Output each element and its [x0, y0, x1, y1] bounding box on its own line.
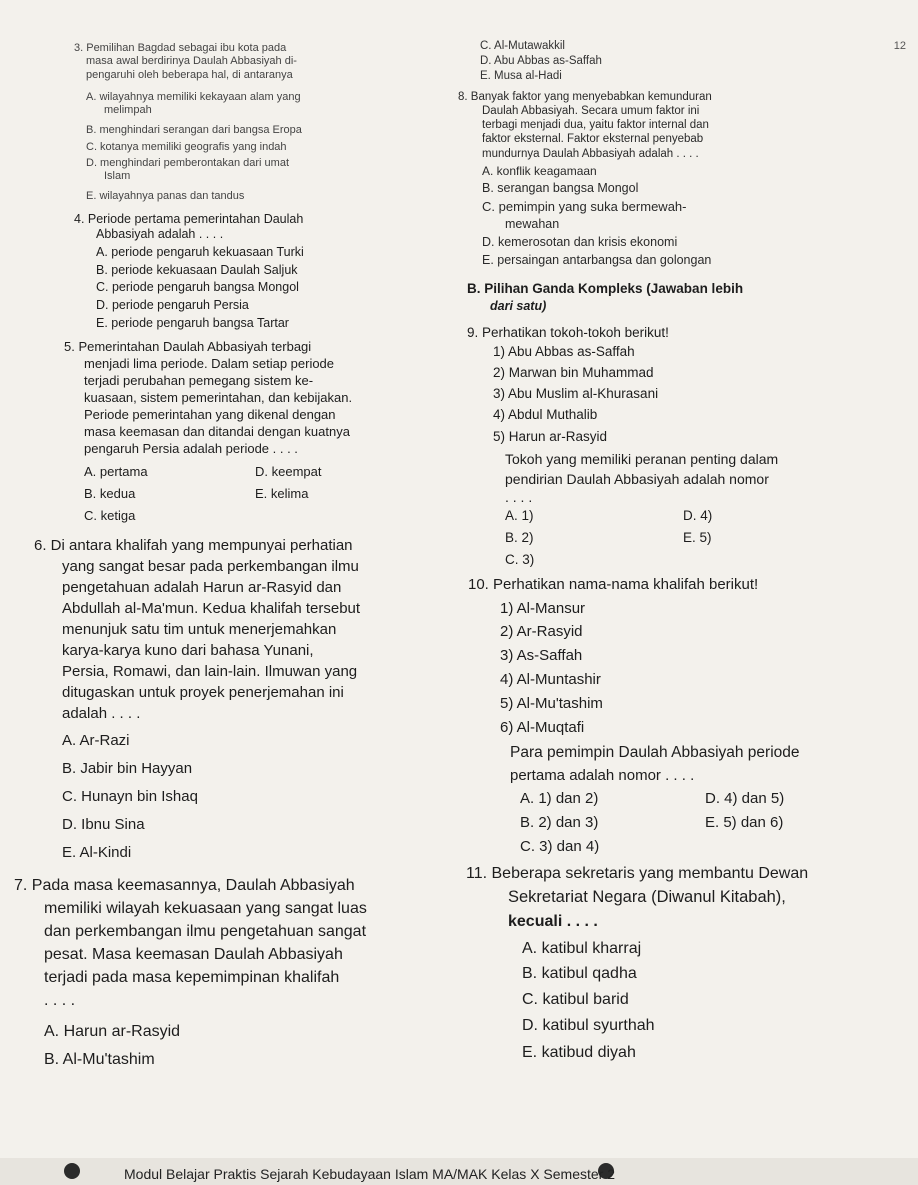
q11-option-b[interactable]: B. katibul qadha: [522, 965, 637, 982]
q11-option-a[interactable]: A. katibul kharraj: [522, 940, 642, 957]
q9-prompt-line: Tokoh yang memiliki peranan penting dalam: [505, 451, 779, 467]
q10-option-d[interactable]: D. 4) dan 5): [705, 790, 785, 807]
q3-option-a-cont: melimpah: [104, 104, 152, 116]
q3-option-e-alt[interactable]: E. Musa al-Hadi: [480, 70, 562, 82]
page-number: 12: [893, 40, 906, 52]
q3-option-d-cont: Islam: [104, 170, 131, 182]
q8-stem-line: mundurnya Daulah Abbasiyah adalah . . . .: [482, 148, 699, 160]
q11-stem-line: 11. Beberapa sekretaris yang membantu Dewan: [466, 865, 809, 882]
q6-option-c[interactable]: C. Hunayn bin Ishaq: [62, 788, 198, 805]
q10-item: 6) Al-Muqtafi: [500, 719, 585, 736]
q9-item: 4) Abdul Muthalib: [493, 407, 598, 422]
q8-option-a[interactable]: A. konflik keagamaan: [482, 164, 597, 178]
q9-item: 2) Marwan bin Muhammad: [493, 365, 654, 380]
q9-option-d[interactable]: D. 4): [683, 508, 713, 523]
q7-option-a[interactable]: A. Harun ar-Rasyid: [44, 1023, 181, 1040]
q5-stem-line: menjadi lima periode. Dalam setiap periode: [84, 356, 335, 371]
q6-stem-line: Persia, Romawi, dan lain-lain. Ilmuwan yang: [62, 663, 358, 680]
q5-stem-line: masa keemasan dan ditandai dengan kuatnya: [84, 424, 350, 439]
q3-option-c-alt[interactable]: C. Al-Mutawakkil: [480, 40, 565, 52]
q10-option-c[interactable]: C. 3) dan 4): [520, 838, 600, 855]
q7-stem-line: dan perkembangan ilmu pengetahuan sangat: [44, 923, 367, 940]
q5-stem-line: pengaruh Persia adalah periode . . . .: [84, 441, 298, 456]
q8-option-d[interactable]: D. kemerosotan dan krisis ekonomi: [482, 235, 678, 249]
q10-option-a[interactable]: A. 1) dan 2): [520, 790, 599, 807]
q4-option-b[interactable]: B. periode kekuasaan Daulah Saljuk: [96, 263, 298, 277]
q9-option-c[interactable]: C. 3): [505, 552, 535, 567]
q9-stem: 9. Perhatikan tokoh-tokoh berikut!: [467, 325, 669, 340]
q7-stem-line: memiliki wilayah kekuasaan yang sangat luas: [44, 900, 367, 917]
q10-item: 1) Al-Mansur: [500, 600, 586, 617]
section-b-subtitle: dari satu): [490, 299, 547, 313]
q8-option-e[interactable]: E. persaingan antarbangsa dan golongan: [482, 253, 712, 267]
q10-option-b[interactable]: B. 2) dan 3): [520, 814, 599, 831]
q8-option-b[interactable]: B. serangan bangsa Mongol: [482, 181, 639, 195]
q5-option-e[interactable]: E. kelima: [255, 486, 309, 501]
q9-prompt-line: pendirian Daulah Abbasiyah adalah nomor: [505, 471, 769, 487]
q7-stem-line: . . . .: [44, 992, 76, 1009]
q5-option-b[interactable]: B. kedua: [84, 486, 136, 501]
q3-option-b[interactable]: B. menghindari serangan dari bangsa Eropa: [86, 124, 302, 136]
q7-option-b[interactable]: B. Al-Mu'tashim: [44, 1051, 155, 1068]
q3-stem-line: pengaruhi oleh beberapa hal, di antaranya: [86, 69, 293, 81]
q5-option-c[interactable]: C. ketiga: [84, 508, 136, 523]
q4-stem-line: 4. Periode pertama pemerintahan Daulah: [74, 212, 304, 226]
q7-stem-line: 7. Pada masa keemasannya, Daulah Abbasiyah: [14, 877, 355, 894]
q6-stem-line: ditugaskan untuk proyek penerjemahan ini: [62, 684, 344, 701]
q5-stem-line: kuasaan, sistem pemerintahan, dan kebijakan.: [84, 390, 353, 405]
section-b-title: B. Pilihan Ganda Kompleks (Jawaban lebih: [467, 281, 744, 296]
q11-option-d[interactable]: D. katibul syurthah: [522, 1017, 655, 1034]
q4-option-e[interactable]: E. periode pengaruh bangsa Tartar: [96, 316, 289, 330]
q10-item: 5) Al-Mu'tashim: [500, 695, 603, 712]
q11-stem-line: kecuali . . . .: [508, 913, 598, 930]
q8-option-c-cont: mewahan: [505, 217, 560, 231]
q10-item: 2) Ar-Rasyid: [500, 623, 583, 640]
q8-stem-line: 8. Banyak faktor yang menyebabkan kemunduran: [458, 91, 712, 103]
q8-stem-line: faktor eksternal. Faktor eksternal penyebab: [482, 133, 704, 145]
q3-option-c[interactable]: C. kotanya memiliki geografis yang indah: [86, 141, 287, 153]
footer-circle-icon: [64, 1163, 80, 1179]
q6-stem-line: 6. Di antara khalifah yang mempunyai perhatian: [34, 537, 353, 554]
q5-stem-line: Periode pemerintahan yang dikenal dengan: [84, 407, 336, 422]
q3-stem-line: masa awal berdirinya Daulah Abbasiyah di-: [86, 55, 297, 67]
q3-option-d[interactable]: D. menghindari pemberontakan dari umat: [86, 157, 290, 169]
q4-option-c[interactable]: C. periode pengaruh bangsa Mongol: [96, 280, 299, 294]
q6-stem-line: pengetahuan adalah Harun ar-Rasyid dan: [62, 579, 342, 596]
q6-option-b[interactable]: B. Jabir bin Hayyan: [62, 760, 193, 777]
q9-option-b[interactable]: B. 2): [505, 530, 534, 545]
q7-stem-line: pesat. Masa keemasan Daulah Abbasiyah: [44, 946, 343, 963]
q11-option-e[interactable]: E. katibud diyah: [522, 1044, 636, 1061]
q8-stem-line: Daulah Abbasiyah. Secara umum faktor ini: [482, 105, 700, 117]
q9-item: 5) Harun ar-Rasyid: [493, 429, 608, 444]
q6-stem-line: karya-karya kuno dari bahasa Yunani,: [62, 642, 314, 659]
q6-stem-line: adalah . . . .: [62, 705, 141, 722]
q8-stem-line: terbagi menjadi dua, yaitu faktor internal dan: [482, 119, 709, 131]
q3-stem-line: 3. Pemilihan Bagdad sebagai ibu kota pada: [74, 42, 287, 54]
q11-option-c[interactable]: C. katibul barid: [522, 991, 629, 1008]
q6-stem-line: menunjuk satu tim untuk menerjemahkan: [62, 621, 337, 638]
q9-prompt-line: . . . .: [505, 489, 533, 505]
q9-item: 1) Abu Abbas as-Saffah: [493, 344, 635, 359]
q4-option-d[interactable]: D. periode pengaruh Persia: [96, 298, 249, 312]
q3-option-d-alt[interactable]: D. Abu Abbas as-Saffah: [480, 55, 602, 67]
q9-option-a[interactable]: A. 1): [505, 508, 534, 523]
q5-stem-line: terjadi perubahan pemegang sistem ke-: [84, 373, 314, 388]
q4-option-a[interactable]: A. periode pengaruh kekuasaan Turki: [96, 245, 304, 259]
q5-stem-line: 5. Pemerintahan Daulah Abbasiyah terbagi: [64, 339, 312, 354]
q3-option-e[interactable]: E. wilayahnya panas dan tandus: [86, 190, 245, 202]
q6-option-a[interactable]: A. Ar-Razi: [62, 732, 130, 749]
q6-stem-line: yang sangat besar pada perkembangan ilmu: [62, 558, 359, 575]
q10-item: 4) Al-Muntashir: [500, 671, 601, 688]
q10-prompt-line: Para pemimpin Daulah Abbasiyah periode: [510, 744, 800, 761]
q4-stem-line: Abbasiyah adalah . . . .: [96, 227, 224, 241]
q10-item: 3) As-Saffah: [500, 647, 583, 664]
q6-option-e[interactable]: E. Al-Kindi: [62, 844, 132, 861]
q10-option-e[interactable]: E. 5) dan 6): [705, 814, 784, 831]
q11-stem-line: Sekretariat Negara (Diwanul Kitabah),: [508, 888, 786, 906]
q8-option-c[interactable]: C. pemimpin yang suka bermewah-: [482, 199, 687, 214]
q7-stem-line: terjadi pada masa kepemimpinan khalifah: [44, 969, 340, 986]
q6-option-d[interactable]: D. Ibnu Sina: [62, 816, 145, 833]
q9-item: 3) Abu Muslim al-Khurasani: [493, 386, 659, 401]
q10-stem: 10. Perhatikan nama-nama khalifah berikut!: [468, 576, 759, 593]
q6-stem-line: Abdullah al-Ma'mun. Kedua khalifah tersebut: [62, 600, 361, 617]
footer-text: Modul Belajar Praktis Sejarah Kebudayaan Islam MA/MAK Kelas X Semester 2: [124, 1166, 616, 1182]
q5-option-a[interactable]: A. pertama: [84, 464, 148, 479]
q5-option-d[interactable]: D. keempat: [255, 464, 322, 479]
q9-option-e[interactable]: E. 5): [683, 530, 712, 545]
q10-prompt-line: pertama adalah nomor . . . .: [510, 767, 695, 784]
q3-option-a[interactable]: A. wilayahnya memiliki kekayaan alam yang: [86, 91, 301, 103]
